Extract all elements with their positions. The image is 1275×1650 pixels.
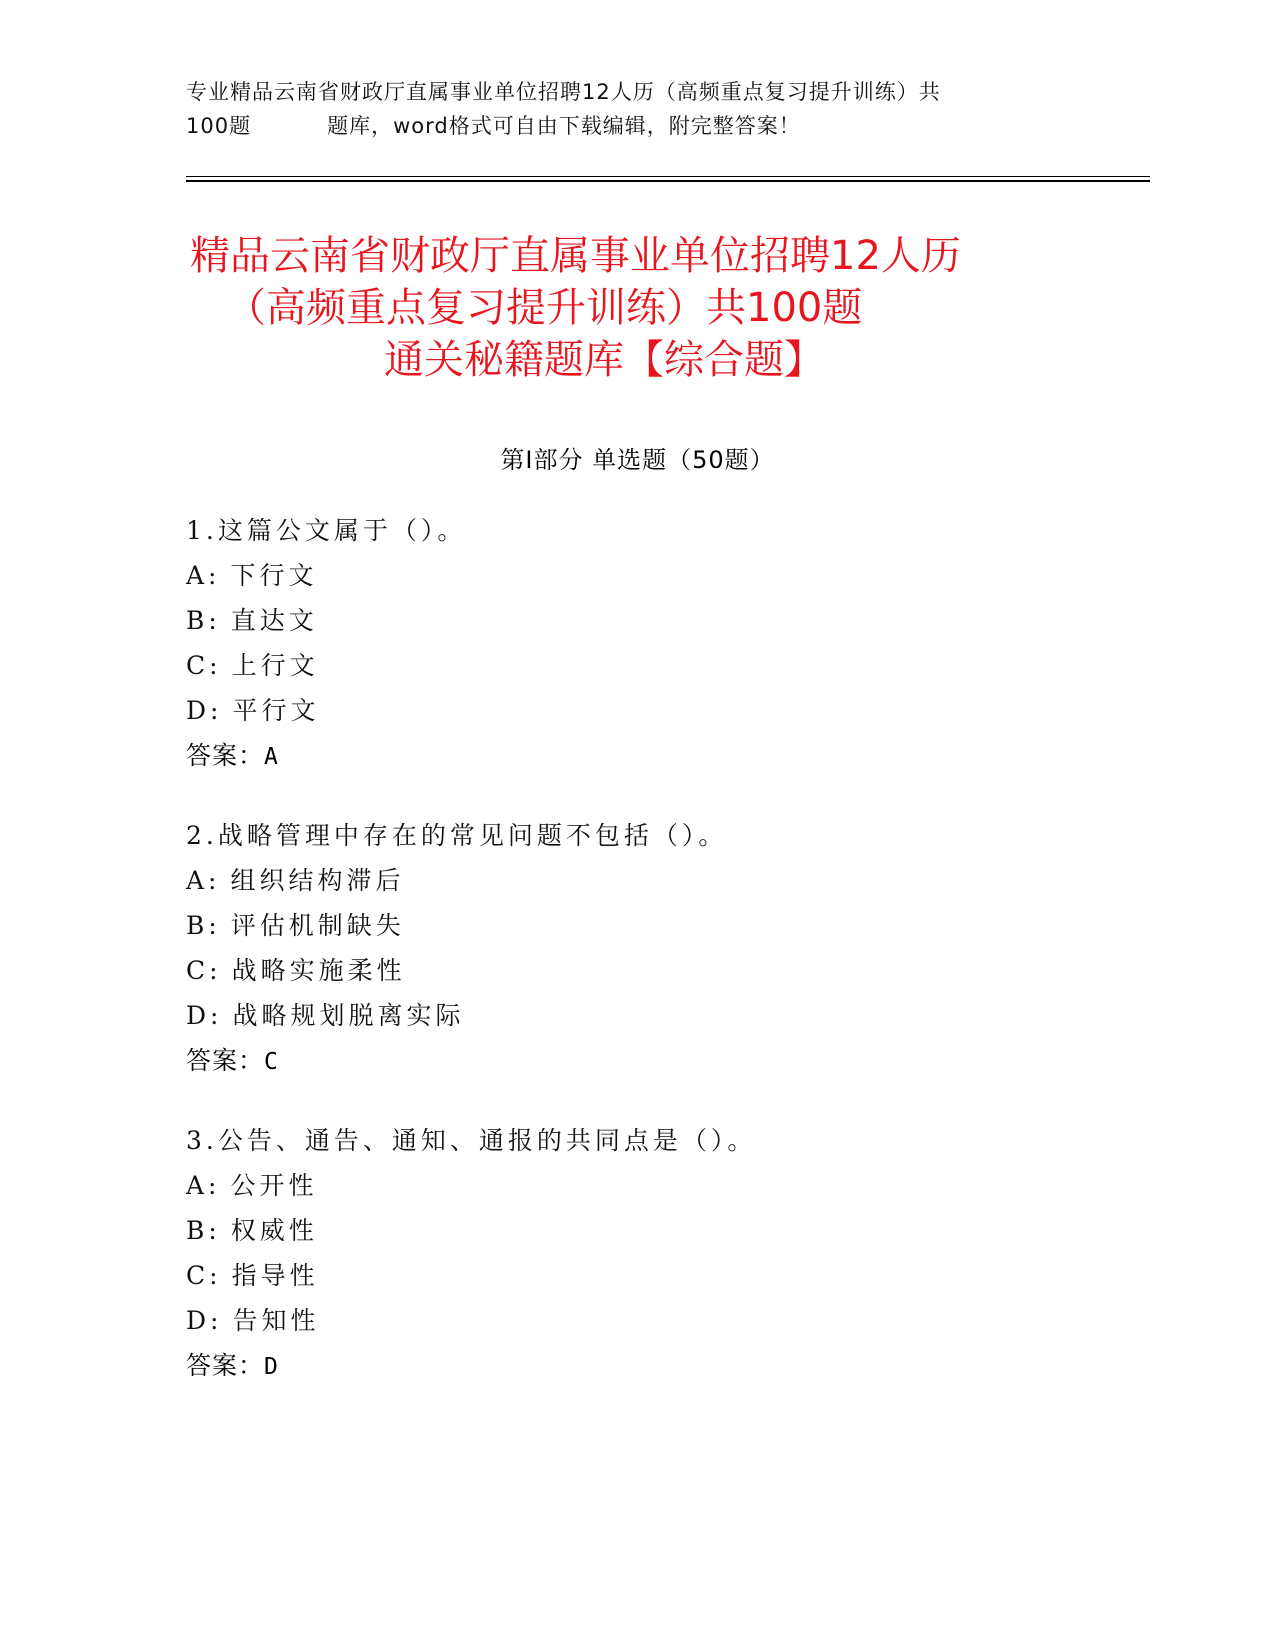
option-a [186, 858, 1146, 903]
question-block [186, 813, 1146, 1083]
header-line-1: 专业精品云南省财政厅直属事业单位招聘12人历（高频重点复习提升训练）共 [186, 80, 941, 104]
option-key: C: [186, 651, 222, 680]
question-block [186, 508, 1146, 778]
option-text: 平行文 [232, 696, 320, 725]
answer-value: C [264, 1049, 279, 1075]
option-text: 组织结构滞后 [230, 866, 405, 895]
option-text: 战略规划脱离实际 [232, 1001, 465, 1030]
option-text: 公开性 [230, 1171, 318, 1200]
header-description: 题库，word格式可自由下载编辑，附完整答案！ [327, 114, 801, 138]
option-key: D: [186, 1001, 223, 1030]
header-divider-thin [186, 176, 1150, 177]
option-a [186, 553, 1146, 598]
option-key: A: [186, 866, 221, 895]
document-title-line-3: 通关秘籍题库【综合题】 [384, 337, 824, 383]
option-d [186, 993, 1146, 1038]
option-key: A: [186, 561, 221, 590]
question-block [186, 1118, 1146, 1388]
section-heading: 第I部分 单选题（50题） [500, 446, 775, 474]
answer-label: 答案： [186, 1351, 265, 1380]
option-b [186, 598, 1146, 643]
answer-value: A [264, 744, 279, 770]
question-stem: 3.公告、通告、通知、通报的共同点是（）。 [186, 1126, 757, 1155]
option-key: D: [186, 1306, 223, 1335]
option-key: C: [186, 956, 222, 985]
option-d [186, 688, 1146, 733]
option-b [186, 1208, 1146, 1253]
option-key: C: [186, 1261, 222, 1290]
option-text: 直达文 [230, 606, 318, 635]
option-text: 上行文 [231, 651, 319, 680]
option-text: 权威性 [230, 1216, 318, 1245]
document-title-line-2: （高频重点复习提升训练）共100题 [226, 285, 863, 331]
header-divider-thick [186, 180, 1150, 182]
answer-line [186, 733, 1146, 778]
question-stem: 1.这篇公文属于（）。 [186, 516, 467, 545]
question-stem: 2.战略管理中存在的常见问题不包括（）。 [186, 821, 728, 850]
option-text: 战略实施柔性 [231, 956, 406, 985]
option-c [186, 948, 1146, 993]
option-key: B: [186, 606, 221, 635]
option-key: B: [186, 1216, 221, 1245]
option-key: B: [186, 911, 221, 940]
header-line-2 [186, 110, 801, 140]
option-c [186, 1253, 1146, 1298]
option-text: 指导性 [231, 1261, 319, 1290]
option-text: 告知性 [232, 1306, 320, 1335]
option-text: 下行文 [230, 561, 318, 590]
option-key: D: [186, 696, 223, 725]
option-b [186, 903, 1146, 948]
option-c [186, 643, 1146, 688]
answer-line [186, 1038, 1146, 1083]
header-question-count: 100题 [186, 114, 252, 138]
answer-label: 答案： [186, 741, 265, 770]
answer-label: 答案： [186, 1046, 265, 1075]
option-d [186, 1298, 1146, 1343]
answer-value: D [264, 1354, 279, 1380]
answer-line [186, 1343, 1146, 1388]
option-text: 评估机制缺失 [230, 911, 405, 940]
document-title-line-1: 精品云南省财政厅直属事业单位招聘12人历 [190, 233, 961, 279]
option-a [186, 1163, 1146, 1208]
option-key: A: [186, 1171, 221, 1200]
